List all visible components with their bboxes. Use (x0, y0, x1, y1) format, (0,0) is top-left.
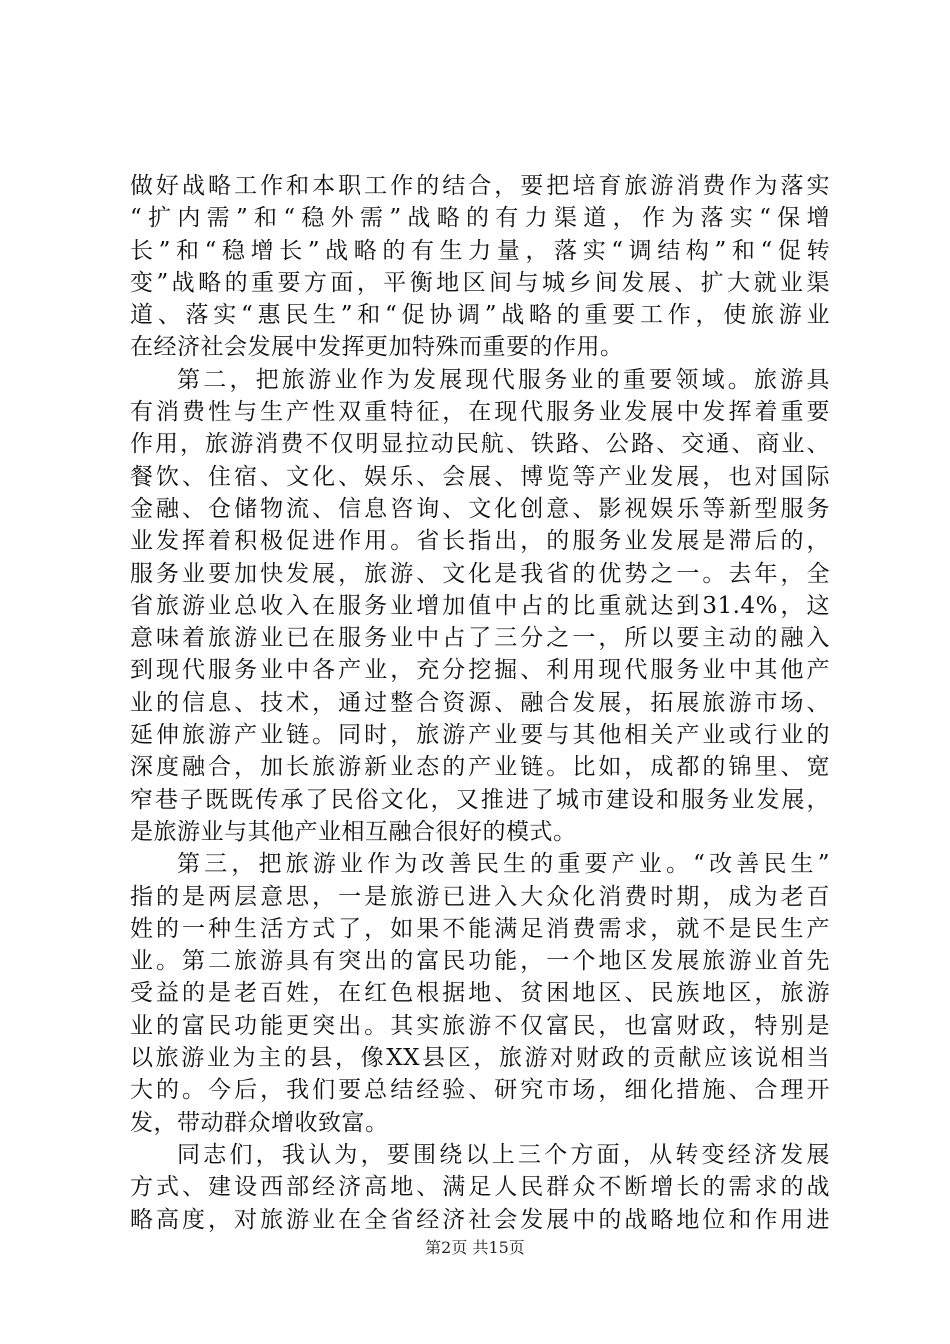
text-line: 有消费性与生产性双重特征，在现代服务业发展中发挥着重要 (130, 399, 830, 426)
text-line: 是旅游业与其他产业相互融合很好的模式。 (130, 818, 577, 845)
text-line: 在经济社会发展中发挥更加特殊而重要的作用。 (130, 334, 624, 361)
text-line: 方式、建设西部经济高地、满足人民群众不断增长的需求的战 (130, 1174, 830, 1201)
text-line: 业的信息、技术，通过整合资源、融合发展，拓展旅游市场、 (130, 689, 830, 716)
text-line: 以旅游业为主的县，像XX县区，旅游对财政的贡献应该说相当 (130, 1045, 830, 1072)
body-text (130, 170, 830, 1236)
text-line: 作用，旅游消费不仅明显拉动民航、铁路、公路、交通、商业、 (130, 431, 830, 458)
text-line: 金融、仓储物流、信息咨询、文化创意、影视娱乐等新型服务 (130, 495, 830, 522)
text-line: 深度融合，加长旅游新业态的产业链。比如，成都的锦里、宽 (130, 754, 830, 781)
page-footer: 第2页 共15页 (425, 1238, 525, 1257)
text-line: 省旅游业总收入在服务业增加值中占的比重就达到31.4%，这 (130, 592, 830, 619)
text-line: 餐饮、住宿、文化、娱乐、会展、博览等产业发展，也对国际 (130, 463, 830, 490)
text-line: 做好战略工作和本职工作的结合，要把培育旅游消费作为落实 (130, 173, 830, 199)
text-line: 业发挥着积极促进作用。省长指出，的服务业发展是滞后的， (130, 528, 830, 555)
text-line: 大的。今后，我们要总结经验、研究市场，细化措施、合理开 (130, 1077, 830, 1104)
text-line: “扩内需”和“稳外需”战略的有力渠道，作为落实“保增 (130, 205, 830, 232)
text-line: 到现代服务业中各产业，充分挖掘、利用现代服务业中其他产 (130, 657, 830, 684)
text-line: 长”和“稳增长”战略的有生力量，落实“调结构”和“促转 (130, 237, 830, 264)
text-line: 服务业要加快发展，旅游、文化是我省的优势之一。去年，全 (130, 560, 830, 587)
text-line: 窄巷子既既传承了民俗文化，又推进了城市建设和服务业发展， (130, 786, 830, 813)
text-line: 略高度，对旅游业在全省经济社会发展中的战略地位和作用进 (130, 1206, 830, 1233)
text-line: 指的是两层意思，一是旅游已进入大众化消费时期，成为老百 (130, 883, 830, 910)
text-line: 意味着旅游业已在服务业中占了三分之一，所以要主动的融入 (130, 625, 830, 652)
text-line: 受益的是老百姓，在红色根据地、贫困地区、民族地区，旅游 (130, 980, 830, 1007)
text-line: 发，带动群众增收致富。 (130, 1109, 389, 1136)
text-line: 变”战略的重要方面，平衡地区间与城乡间发展、扩大就业渠 (130, 269, 830, 296)
text-line: 道、落实“惠民生”和“促协调”战略的重要工作，使旅游业 (130, 302, 830, 329)
paragraph-start-line: 第三，把旅游业作为改善民生的重要产业。“改善民生” (177, 851, 830, 878)
text-line: 业。第二旅游具有突出的富民功能，一个地区发展旅游业首先 (130, 948, 830, 975)
text-line: 姓的一种生活方式了，如果不能满足消费需求，就不是民生产 (130, 915, 830, 942)
paragraph-start-line: 第二，把旅游业作为发展现代服务业的重要领域。旅游具 (177, 366, 830, 393)
paragraph-start-line: 同志们，我认为，要围绕以上三个方面，从转变经济发展 (177, 1141, 830, 1168)
text-line: 延伸旅游产业链。同时，旅游产业要与其他相关产业或行业的 (130, 722, 830, 749)
text-line: 业的富民功能更突出。其实旅游不仅富民，也富财政，特别是 (130, 1012, 830, 1039)
